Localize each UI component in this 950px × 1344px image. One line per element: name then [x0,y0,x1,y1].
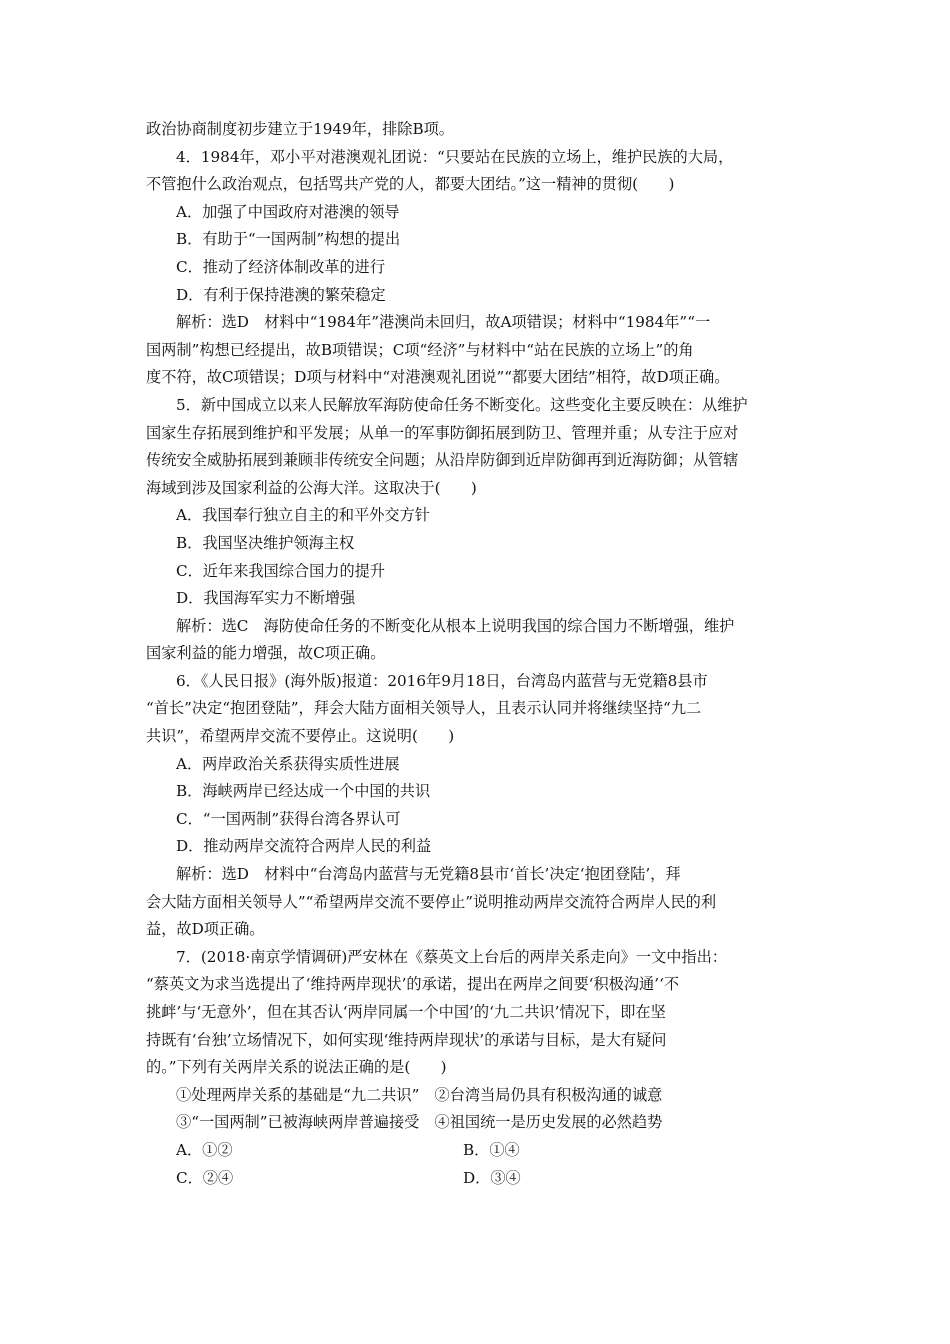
question-stem-line: 国家生存拓展到维护和平发展；从单一的军事防御拓展到防卫、管理并重；从专注于应对 [146,423,739,442]
option-d: D．有利于保持港澳的繁荣稳定 [176,285,386,304]
question-stem-line: 不管抱什么政治观点，包括骂共产党的人，都要大团结。”这一精神的贯彻( ) [146,175,675,194]
question-stem-line: “首长”决定“抱团登陆”，拜会大陆方面相关领导人，且表示认同并将继续坚持“九二 [146,699,702,718]
analysis-line: 度不符，故C项错误；D项与材料中“对港澳观礼团说”“都要大团结”相符，故D项正确。 [146,368,730,387]
question-5 [146,392,816,668]
question-4 [146,144,816,392]
option-row [146,1137,816,1165]
document-body [146,116,816,1192]
question-stem-line: 共识”，希望两岸交流不要停止。这说明( ) [146,727,455,746]
question-stem-line: 传统安全威胁拓展到兼顾非传统安全问题；从沿岸防御到近岸防御再到近海防御；从管辖 [146,451,739,470]
question-stem-line: 4．1984年，邓小平对港澳观礼团说：“只要站在民族的立场上，维护民族的大局， [176,147,734,166]
question-stem-line: 5．新中国成立以来人民解放军海防使命任务不断变化。这些变化主要反映在：从维护 [176,395,748,414]
option-b: B．我国坚决维护领海主权 [176,533,355,552]
option-d: D．推动两岸交流符合两岸人民的利益 [176,837,432,856]
statement-line: ①处理两岸关系的基础是“九二共识” ②台湾当局仍具有积极沟通的诚意 [176,1085,663,1104]
analysis-line: 国家利益的能力增强，故C项正确。 [146,644,386,663]
analysis-line: 解析：选D 材料中“1984年”港澳尚未回归，故A项错误；材料中“1984年”“一 [176,313,711,332]
question-stem-line: “蔡英文为求当选提出了‘维持两岸现状’的承诺，提出在两岸之间要‘积极沟通’‘不 [146,975,680,994]
question-stem-line: 7．(2018·南京学情调研)严安林在《蔡英文上台后的两岸关系走向》一文中指出： [176,947,727,966]
option-a: A．加强了中国政府对港澳的领导 [176,202,400,221]
option-b: B．有助于“一国两制”构想的提出 [176,230,401,249]
statement-line: ③“一国两制”已被海峡两岸普遍接受 ④祖国统一是历史发展的必然趋势 [176,1113,663,1132]
question-stem-line: 6．《人民日报》(海外版)报道：2016年9月18日，台湾岛内蓝营与无党籍8县市 [176,671,708,690]
analysis-line: 会大陆方面相关领导人”“希望两岸交流不要停止”说明推动两岸交流符合两岸人民的利 [146,892,717,911]
analysis-line: 国两制”构想已经提出，故B项错误；C项“经济”与材料中“站在民族的立场上”的角 [146,340,694,359]
question-7 [146,944,816,1192]
analysis-line: 解析：选C 海防使命任务的不断变化从根本上说明我国的综合国力不断增强，维护 [176,616,735,635]
question-6 [146,668,816,944]
question-stem-line: 挑衅’与‘无意外’，但在其否认‘两岸同属一个中国’的‘九二共识’情况下，即在坚 [146,1003,666,1021]
option-row [146,1165,816,1193]
option-b: B．①④ [463,1140,520,1159]
option-d: D．③④ [463,1168,521,1187]
question-stem-line: 持既有‘台独’立场情况下，如何实现‘维持两岸现状’的承诺与目标，是大有疑问 [146,1030,667,1049]
option-a: A．我国奉行独立自主的和平外交方针 [176,506,430,525]
analysis-line: 益，故D项正确。 [146,920,265,939]
text-line: 政治协商制度初步建立于1949年，排除B项。 [146,120,454,138]
option-a: A．两岸政治关系获得实质性进展 [176,754,400,773]
question-stem-line: 的。”下列有关两岸关系的说法正确的是( ) [146,1058,447,1077]
option-b: B．海峡两岸已经达成一个中国的共识 [176,782,431,801]
analysis-line: 解析：选D 材料中“台湾岛内蓝营与无党籍8县市‘首长’决定‘抱团登陆’，拜 [176,865,681,884]
question-stem-line: 海域到涉及国家利益的公海大洋。这取决于( ) [146,478,477,497]
option-c: C．②④ [176,1168,234,1187]
option-c: C．“一国两制”获得台湾各界认可 [176,809,401,828]
option-d: D．我国海军实力不断增强 [176,589,356,608]
option-c: C．推动了经济体制改革的进行 [176,257,386,276]
option-a: A．①② [176,1140,233,1159]
option-c: C．近年来我国综合国力的提升 [176,561,386,580]
